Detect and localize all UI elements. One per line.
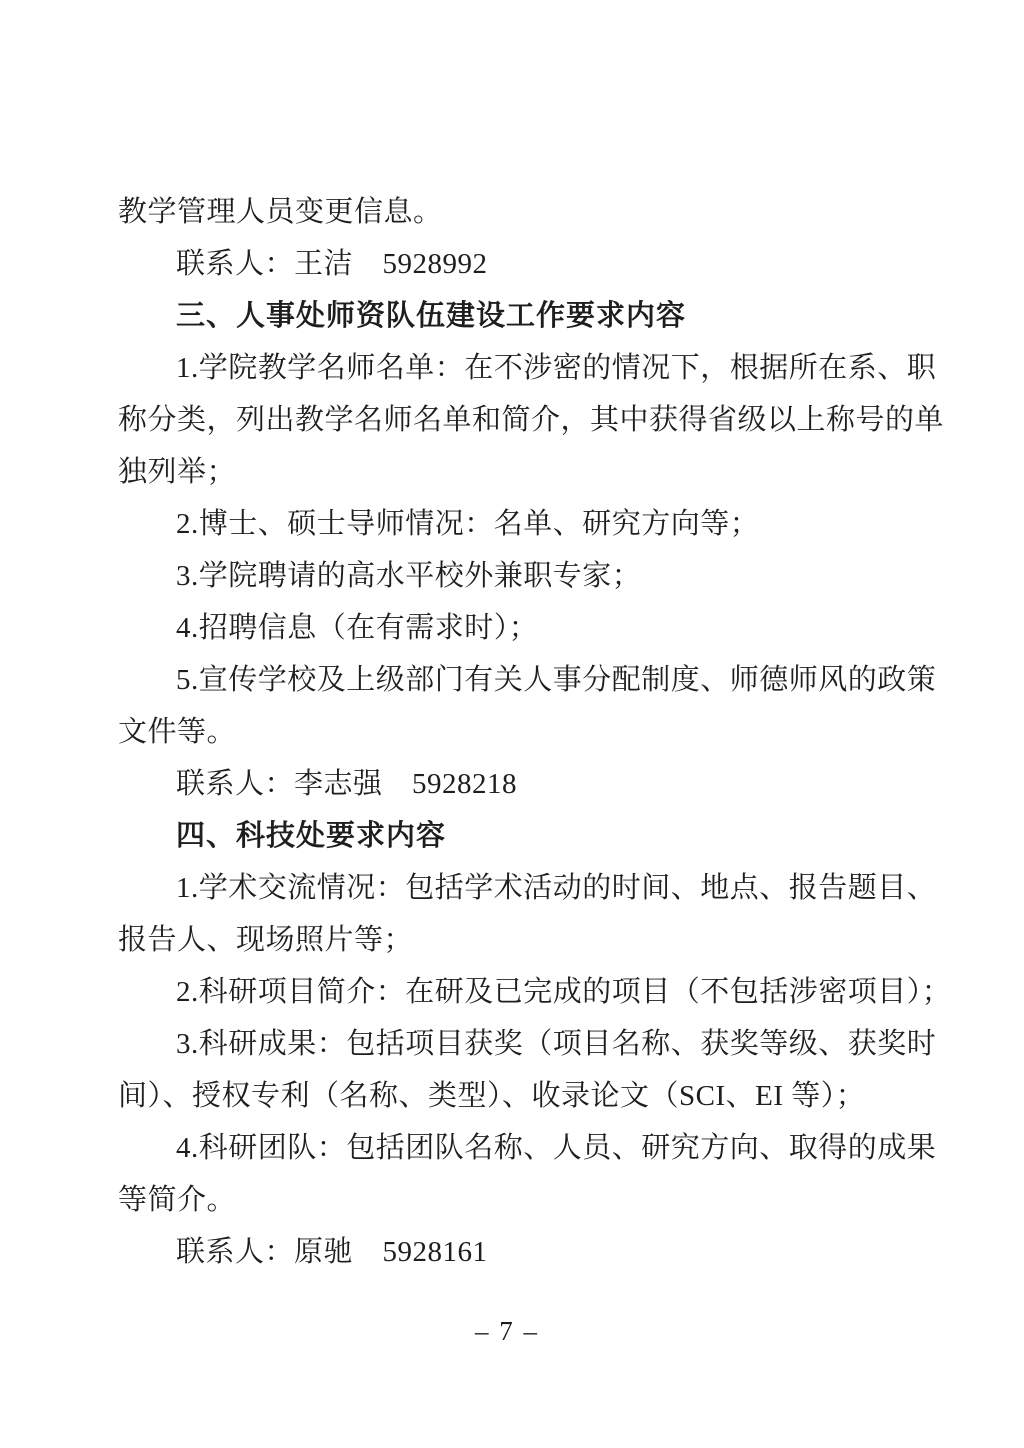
body-text-line: 称分类，列出教学名师名单和简介，其中获得省级以上称号的单 [118, 404, 945, 436]
body-text-line: 2.科研项目简介：在研及已完成的项目（不包括涉密项目）； [176, 976, 952, 1008]
contact-line: 联系人：李志强 5928218 [176, 768, 518, 800]
contact-line: 联系人：原驰 5928161 [176, 1236, 488, 1268]
body-text-line: 间）、授权专利（名称、类型）、收录论文（SCI、EI 等）； [118, 1080, 866, 1112]
body-text-line: 报告人、现场照片等； [118, 924, 414, 956]
contact-line: 联系人：王洁 5928992 [176, 248, 488, 280]
body-text-line: 1.学术交流情况：包括学术活动的时间、地点、报告题目、 [176, 872, 937, 904]
body-text-line: 等简介。 [118, 1184, 237, 1216]
body-text-line: 5.宣传学校及上级部门有关人事分配制度、师德师风的政策 [176, 664, 937, 696]
body-text-line: 1.学院教学名师名单：在不涉密的情况下，根据所在系、职 [176, 352, 937, 384]
document-body [118, 186, 952, 1278]
body-text-line: 独列举； [118, 456, 237, 488]
section-heading: 四、科技处要求内容 [176, 820, 447, 852]
body-text-line: 3.学院聘请的高水平校外兼职专家； [176, 560, 642, 592]
page-number: – 7 – [475, 1316, 539, 1346]
section-heading: 三、人事处师资队伍建设工作要求内容 [176, 300, 687, 332]
body-text-line: 文件等。 [118, 716, 237, 748]
body-text-line: 4.科研团队：包括团队名称、人员、研究方向、取得的成果 [176, 1132, 937, 1164]
body-text-line: 4.招聘信息（在有需求时）； [176, 612, 539, 644]
body-text-line: 2.博士、硕士导师情况：名单、研究方向等； [176, 508, 760, 540]
body-text-line: 教学管理人员变更信息。 [118, 196, 443, 228]
body-text-line: 3.科研成果：包括项目获奖（项目名称、获奖等级、获奖时 [176, 1028, 937, 1060]
